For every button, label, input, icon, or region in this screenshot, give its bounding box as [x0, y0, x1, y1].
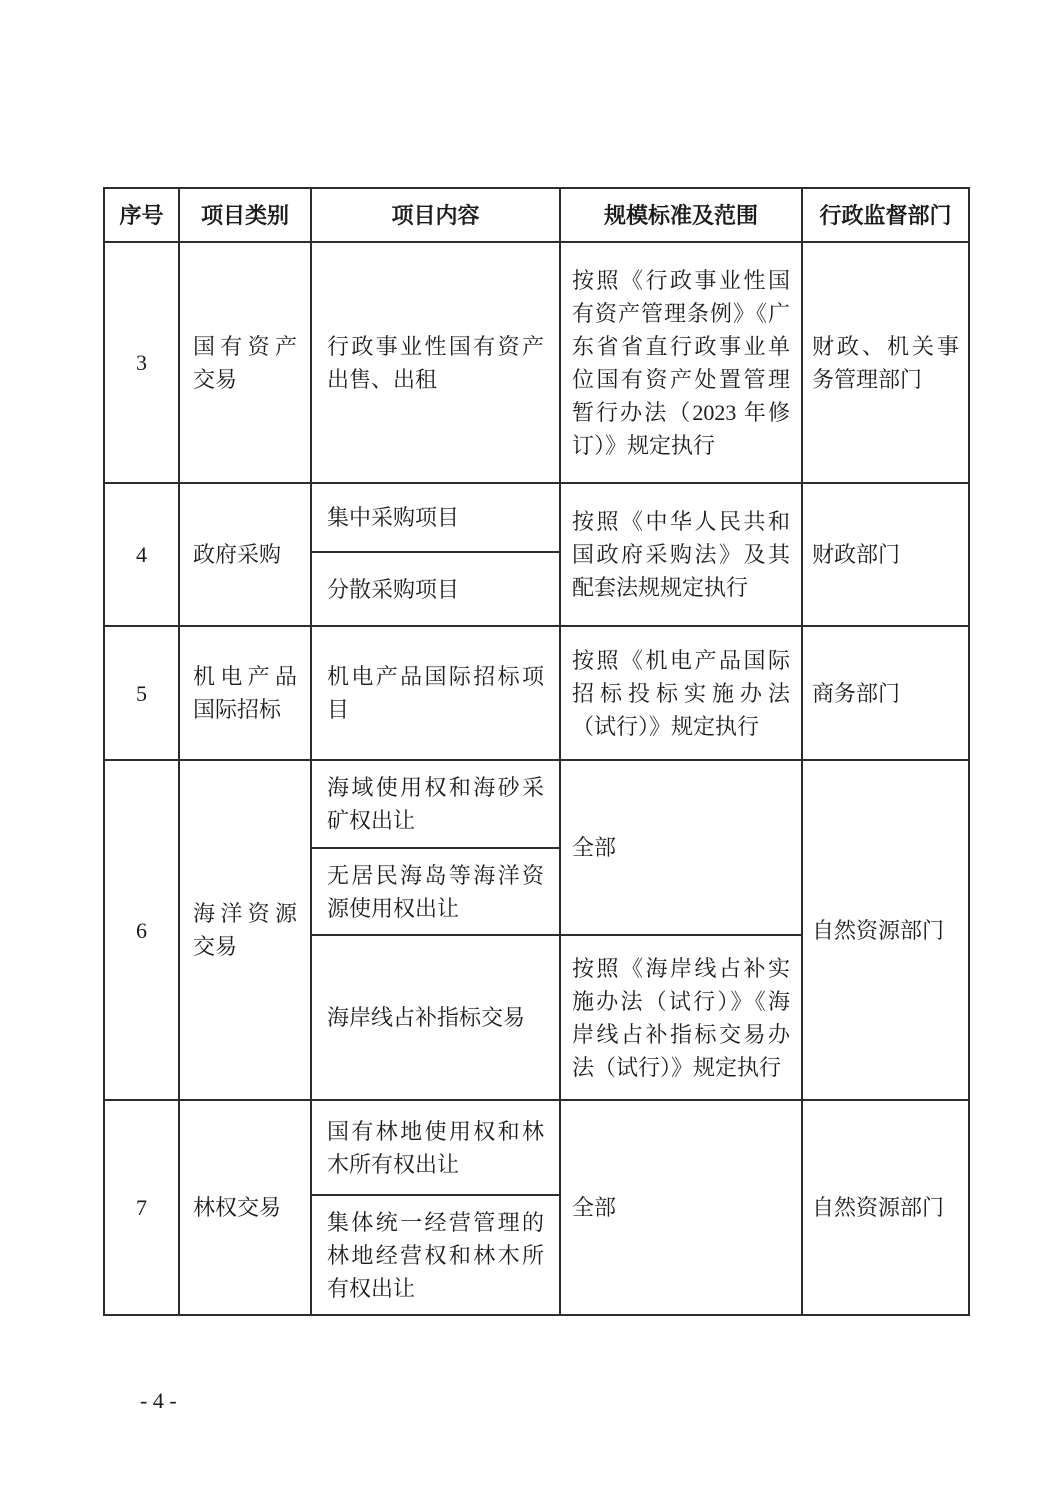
cell-item: 行政事业性国有资产出售、出租: [311, 242, 560, 483]
cell-department: 财政部门: [802, 483, 969, 626]
table-header-row: [104, 188, 969, 242]
cell-scale: 按照《海岸线占补实施办法（试行）》《海岸线占补指标交易办法（试行）》规定执行: [560, 935, 802, 1100]
cell-scale: 全部: [560, 1100, 802, 1315]
cell-item: 分散采购项目: [311, 552, 560, 626]
cell-item: 集体统一经营管理的林地经营权和林木所有权出让: [311, 1195, 560, 1315]
cell-category: 海洋资源交易: [179, 760, 311, 1100]
cell-item: 机电产品国际招标项目: [311, 626, 560, 760]
cell-category: 林权交易: [179, 1100, 311, 1315]
cell-item: 海域使用权和海砂采矿权出让: [311, 760, 560, 848]
cell-scale: 按照《行政事业性国有资产管理条例》《广东省省直行政事业单位国有资产处置管理暂行办法（2023 年修订）》规定执行: [560, 242, 802, 483]
cell-scale: 按照《机电产品国际招标投标实施办法（试行）》规定执行: [560, 626, 802, 760]
cell-seq: 7: [104, 1100, 179, 1315]
column-header-content: 项目内容: [311, 188, 560, 242]
cell-item: 国有林地使用权和林木所有权出让: [311, 1100, 560, 1195]
column-header-category: 项目类别: [179, 188, 311, 242]
cell-scale: 全部: [560, 760, 802, 935]
table-row: [104, 483, 969, 552]
approval-projects-table: [103, 187, 970, 1316]
cell-category: 政府采购: [179, 483, 311, 626]
column-header-department: 行政监督部门: [802, 188, 969, 242]
cell-item: 海岸线占补指标交易: [311, 935, 560, 1100]
cell-item: 集中采购项目: [311, 483, 560, 552]
column-header-scale: 规模标准及范围: [560, 188, 802, 242]
table-row: [104, 626, 969, 760]
column-header-seq: 序号: [104, 188, 179, 242]
table-row: [104, 242, 969, 483]
cell-department: 商务部门: [802, 626, 969, 760]
cell-seq: 6: [104, 760, 179, 1100]
cell-seq: 5: [104, 626, 179, 760]
cell-department: 自然资源部门: [802, 760, 969, 1100]
cell-seq: 3: [104, 242, 179, 483]
cell-item: 无居民海岛等海洋资源使用权出让: [311, 848, 560, 935]
cell-department: 自然资源部门: [802, 1100, 969, 1315]
cell-seq: 4: [104, 483, 179, 626]
page-footer-number: - 4 -: [140, 1388, 177, 1413]
cell-department: 财政、机关事务管理部门: [802, 242, 969, 483]
cell-scale: 按照《中华人民共和国政府采购法》及其配套法规规定执行: [560, 483, 802, 626]
cell-category: 国有资产交易: [179, 242, 311, 483]
table-row: [104, 1100, 969, 1195]
table-row: [104, 760, 969, 848]
cell-category: 机电产品国际招标: [179, 626, 311, 760]
